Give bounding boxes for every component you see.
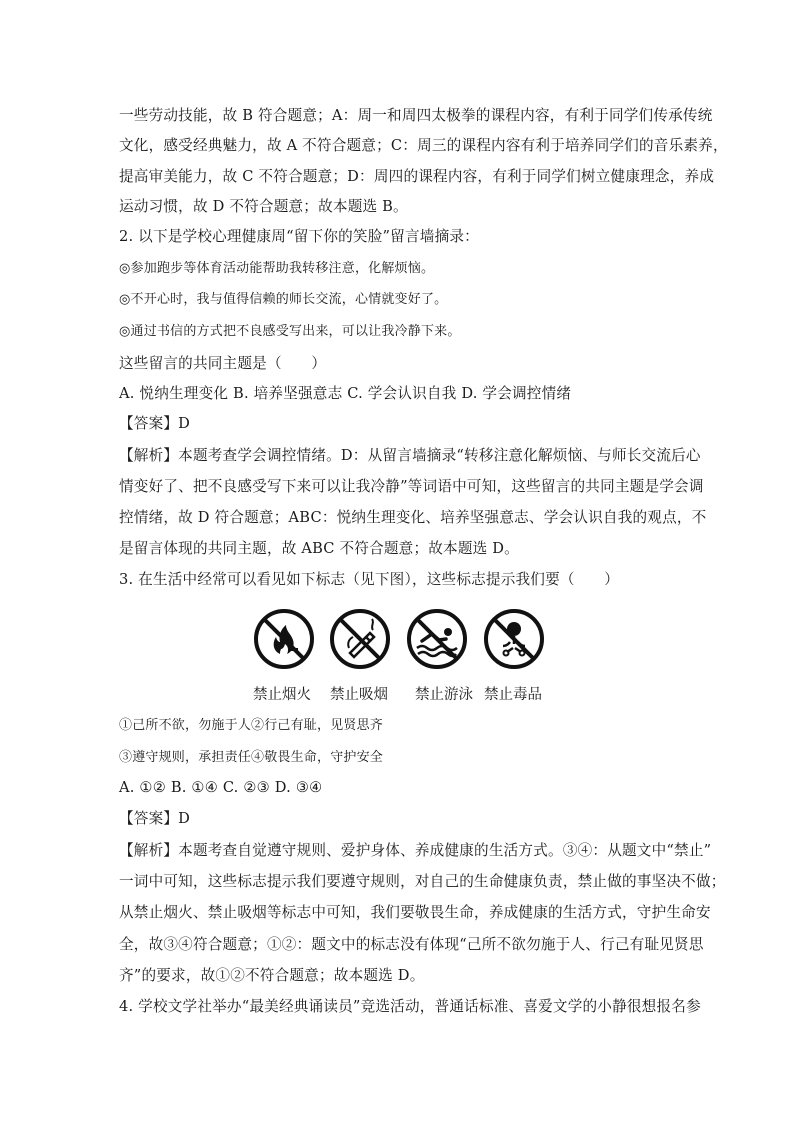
analysis-line: 【解析】本题考查自觉遵守规则、爱护身体、养成健康的生活方式。③④：从题文中“禁止” xyxy=(119,842,712,859)
no-swimming-sign-icon xyxy=(406,608,468,670)
sign-caption-no-drugs: 禁止毒品 xyxy=(484,687,542,703)
statement-line: ①己所不欲，勿施于人②行己有耻，见贤思齐 xyxy=(119,718,384,733)
question-3-options: A. ①② B. ①④ C. ②③ D. ③④ xyxy=(119,779,323,796)
question-4-stem: 4. 学校文学社举办“最美经典诵读员”竞选活动，普通话标准、喜爱文学的小静很想报名参 xyxy=(119,998,701,1015)
analysis-line: 是留言体现的共同主题，故 ABC 不符合题意；故本题选 D。 xyxy=(119,540,519,557)
no-smoking-sign-icon xyxy=(329,608,391,670)
text-line: 一些劳动技能，故 B 符合题意；A：周一和周四太极拳的课程内容，有利于同学们传承传统 xyxy=(119,107,713,124)
question-3-stem: 3. 在生活中经常可以看见如下标志（见下图），这些标志提示我们要（ ） xyxy=(119,571,620,588)
text-line: 文化，感受经典魅力，故 A 不符合题意；C：周三的课程内容有利于培养同学们的音乐素养， xyxy=(119,137,728,154)
no-drugs-sign-icon xyxy=(483,608,545,670)
text-line: 运动习惯，故 D 不符合题意；故本题选 B。 xyxy=(119,198,408,215)
sign-caption-no-swimming: 禁止游泳 xyxy=(415,687,473,703)
text-line: 提高审美能力，故 C 不符合题意；D：周四的课程内容，有利于同学们树立健康理念，养成 xyxy=(119,168,715,185)
analysis-line: 一词中可知，这些标志提示我们要遵守规则，对自己的生命健康负责，禁止做的事坚决不做； xyxy=(119,873,726,890)
analysis-line: 全，故③④符合题意；①②：题文中的标志没有体现“己所不欲勿施于人、行己有耻见贤思 xyxy=(119,936,704,953)
analysis-line: 齐”的要求，故①②不符合题意；故本题选 D。 xyxy=(119,967,425,984)
answer-label: 【答案】D xyxy=(119,415,191,432)
prohibition-signs xyxy=(253,608,553,672)
quote-line: ◎参加跑步等体育活动能帮助我转移注意，化解烦恼。 xyxy=(119,261,435,276)
statement-line: ③遵守规则，承担责任④敬畏生命，守护安全 xyxy=(119,750,384,765)
analysis-line: 【解析】本题考查学会调控情绪。D：从留言墙摘录“转移注意化解烦恼、与师长交流后心 xyxy=(119,447,701,464)
quote-line: ◎不开心时，我与值得信赖的师长交流，心情就变好了。 xyxy=(119,292,448,307)
question-2-stem: 2. 以下是学校心理健康周“留下你的笑脸”留言墙摘录： xyxy=(119,228,479,245)
analysis-line: 从禁止烟火、禁止吸烟等标志中可知，我们要敬畏生命，养成健康的生活方式，守护生命安 xyxy=(119,904,711,921)
analysis-line: 情变好了、把不良感受写下来可以让我冷静”等词语中可知，这些留言的共同主题是学会调 xyxy=(119,478,704,495)
analysis-line: 控情绪，故 D 符合题意；ABC：悦纳生理变化、培养坚强意志、学会认识自我的观点，不 xyxy=(119,509,707,526)
question-2-options: A. 悦纳生理变化 B. 培养坚强意志 C. 学会认识自我 D. 学会调控情绪 xyxy=(119,385,572,402)
answer-label: 【答案】D xyxy=(119,810,191,827)
quote-line: ◎通过书信的方式把不良感受写出来，可以让我冷静下来。 xyxy=(119,324,461,339)
no-fire-sign-icon xyxy=(253,608,315,670)
question-2-prompt: 这些留言的共同主题是（ ） xyxy=(119,355,327,372)
sign-caption-no-smoking: 禁止吸烟 xyxy=(330,687,388,703)
sign-caption-no-fire: 禁止烟火 xyxy=(253,687,311,703)
